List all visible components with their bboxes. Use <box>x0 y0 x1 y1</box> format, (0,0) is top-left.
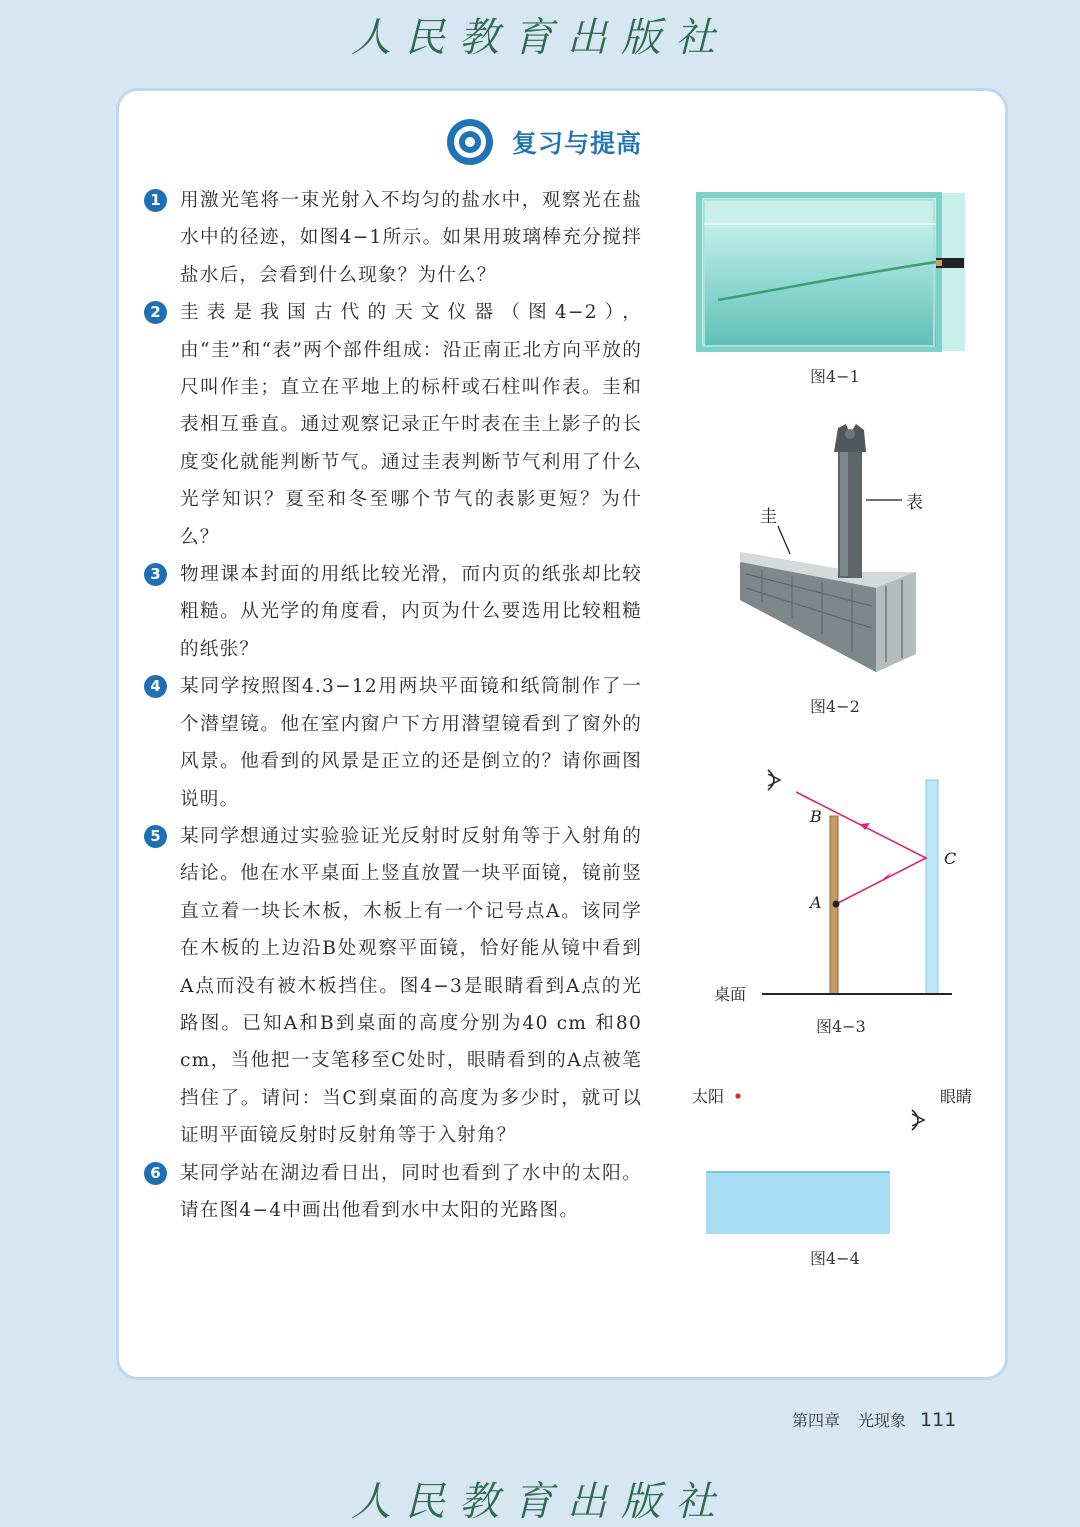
figure-4-1-tank-photo <box>696 192 968 354</box>
publisher-watermark-bottom: 人民教育出版社 <box>351 1479 729 1525</box>
figure-4-4-caption: 图4−4 <box>810 1249 860 1268</box>
eye-icon <box>768 770 780 790</box>
figure-4-4-sun-lake-diagram <box>690 1080 980 1240</box>
section-header <box>446 118 642 166</box>
section-label: 光现象 <box>858 1411 907 1430</box>
question-number: 3 <box>144 563 167 586</box>
page-number: 111 <box>920 1409 957 1431</box>
question-number: 6 <box>144 1162 167 1185</box>
sun-point <box>735 1093 740 1098</box>
figure-4-2-caption: 图4−2 <box>810 697 860 716</box>
question-number: 4 <box>144 675 167 698</box>
question-number: 5 <box>144 825 167 848</box>
question-text: 用激光笔将一束光射入不均匀的盐水中，观察光在盐水中的径迹，如图4−1所示。如果用玻璃棒充分搅拌盐水后，会看到什么现象？为什么？ <box>180 190 642 286</box>
section-title: 复习与提高 <box>512 129 643 158</box>
question-text: 物理课本封面的用纸比较光滑，而内页的纸张却比较粗糙。从光学的角度看，内页为什么要选用比较粗糙的纸张？ <box>180 564 642 660</box>
label-sun: 太阳 <box>692 1087 725 1106</box>
question-text: 某同学想通过实验验证光反射时反射角等于入射角的结论。他在水平桌面上竖直放置一块平面镜，镜前竖直立着一块长木板，木板上有一个记号点A。该同学在木板的上边沿B处观察平面镜，恰好能从镜中看到A点而没有被木板挡住。图4−3是眼睛看到A点的光路图。已知A和B到桌面的高度分别为40 cm 和80 cm，当他把一支笔移至C处时，眼睛看到的A点被笔挡住了。请问：当C到桌面的高度为多少时，就可以证明平面镜反射时反射角等于入射角？ <box>180 825 642 1147</box>
question-text: 某同学站在湖边看日出，同时也看到了水中的太阳。请在图4−4中画出他看到水中太阳的光路图。 <box>180 1162 642 1221</box>
question-text: 圭表是我国古代的天文仪器（图4−2），由“圭”和“表”两个部件组成：沿正南正北方向平放的尺叫作圭；直立在平地上的标杆或石柱叫作表。圭和表相互垂直。通过观察记录正午时表在圭上影子的长度变化就能判断节气。通过圭表判断节气利用了什么光学知识？夏至和冬至哪个节气的表影更短？为什么？ <box>180 302 642 548</box>
figure-4-2-gnomon-photo <box>726 422 926 680</box>
lake-water <box>706 1172 890 1234</box>
label-eye: 眼睛 <box>940 1087 973 1106</box>
label-a: A <box>810 893 822 912</box>
question-number: 1 <box>144 189 167 212</box>
question-1 <box>142 182 642 294</box>
eye-icon <box>912 1110 924 1130</box>
figure-4-3-reflection-diagram <box>700 750 970 1006</box>
publisher-watermark-top: 人民教育出版社 <box>351 15 729 61</box>
question-4 <box>142 668 642 818</box>
question-list <box>142 182 642 1229</box>
question-text: 某同学按照图4.3−12用两块平面镜和纸筒制作了一个潜望镜。他在室内窗户下方用潜望镜看到了窗外的风景。他看到的风景是正立的还是倒立的？请你画图说明。 <box>180 676 642 810</box>
page-footer <box>792 1408 956 1431</box>
target-icon <box>446 118 494 166</box>
question-5 <box>142 818 642 1155</box>
label-b: B <box>810 807 822 826</box>
chapter-label: 第四章 <box>792 1411 841 1430</box>
figure-4-3-caption: 图4−3 <box>816 1017 866 1036</box>
question-3 <box>142 556 642 668</box>
label-c: C <box>944 849 957 868</box>
question-6 <box>142 1155 642 1230</box>
label-biao: 表 <box>906 493 923 513</box>
label-desk: 桌面 <box>714 985 747 1004</box>
label-gui: 圭 <box>760 507 777 527</box>
question-2 <box>142 294 642 556</box>
figure-4-1-caption: 图4−1 <box>810 367 860 386</box>
question-number: 2 <box>144 301 167 324</box>
